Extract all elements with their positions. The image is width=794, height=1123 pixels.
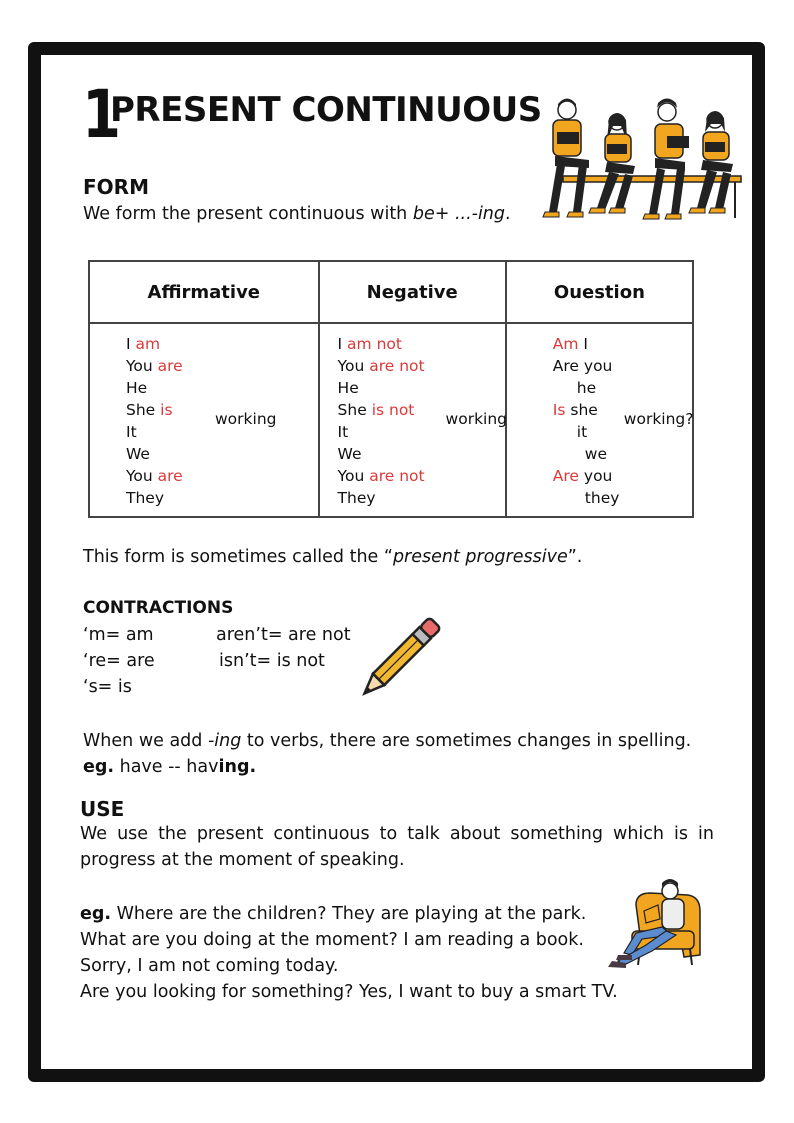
grammar-table [88,260,694,518]
list-item: It [337,423,349,441]
question-subjects [553,333,620,509]
contraction-item: ‘m= am [83,625,154,645]
list-item: You are [126,357,183,375]
use-heading: USE [80,797,125,821]
students-reading-illustration [535,96,745,226]
list-item: Are you [552,467,613,485]
list-item: Is she [552,401,598,419]
affirmative-subjects [126,333,183,509]
progressive-note: This form is sometimes called the “present progressive”. [83,547,583,567]
man-reading-armchair-illustration [596,875,708,975]
contraction-item: ‘s= is [83,677,132,697]
pencil-icon [368,608,450,690]
spelling-note: When we add -ing to verbs, there are sometimes changes in spelling. [83,731,692,751]
list-item: they [584,489,620,507]
lesson-number: 1 [82,76,122,153]
spelling-example: eg. have -- having. [83,757,257,777]
contractions-heading: CONTRACTIONS [83,598,234,618]
list-item: You are not [337,357,425,375]
question-verb: working? [623,410,694,428]
negative-cell [319,323,506,517]
question-cell [506,323,693,517]
form-intro: We form the present continuous with be+ ...-ing. [83,204,511,224]
list-item: You are [126,467,183,485]
table-body-row [89,323,693,517]
header-affirmative: Affirmative [89,261,319,323]
contraction-item: aren’t= are not [216,625,351,645]
example-line: Are you looking for something? Yes, I want to buy a smart TV. [80,982,618,1002]
list-item: We [337,445,362,463]
contraction-item: isn’t= is not [219,651,325,671]
use-paragraph: We use the present continuous to talk about something which is in progress at the moment of speaking. [80,824,714,870]
list-item: it [576,423,588,441]
table-header-row [89,261,693,323]
header-negative: Negative [319,261,506,323]
list-item: He [337,379,359,397]
list-item: You are not [337,467,425,485]
negative-verb: working [445,410,508,428]
list-item: I am [126,335,161,353]
list-item: Am I [552,335,588,353]
header-question: Ouestion [506,261,693,323]
negative-subjects [338,333,425,509]
form-heading: FORM [83,175,149,199]
list-item: They [337,489,376,507]
example-line: eg. Where are the children? They are playing at the park. [80,904,587,924]
list-item: he [576,379,597,397]
list-item: It [126,423,137,441]
affirmative-cell [89,323,319,517]
example-line: Sorry, I am not coming today. [80,956,339,976]
affirmative-verb: working [215,410,277,428]
list-item: She is not [337,401,415,419]
contractions-left [83,622,155,700]
list-item: They [126,489,165,507]
contraction-item: ‘re= are [83,651,155,671]
list-item: Are you [552,357,613,375]
list-item: I am not [337,335,402,353]
contractions-right [216,622,351,674]
list-item: we [584,445,608,463]
use-examples [80,901,618,1005]
list-item: He [126,379,148,397]
example-line: What are you doing at the moment? I am reading a book. [80,930,584,950]
page-title: PRESENT CONTINUOUS [110,90,542,130]
list-item: She is [126,401,173,419]
list-item: We [126,445,150,463]
